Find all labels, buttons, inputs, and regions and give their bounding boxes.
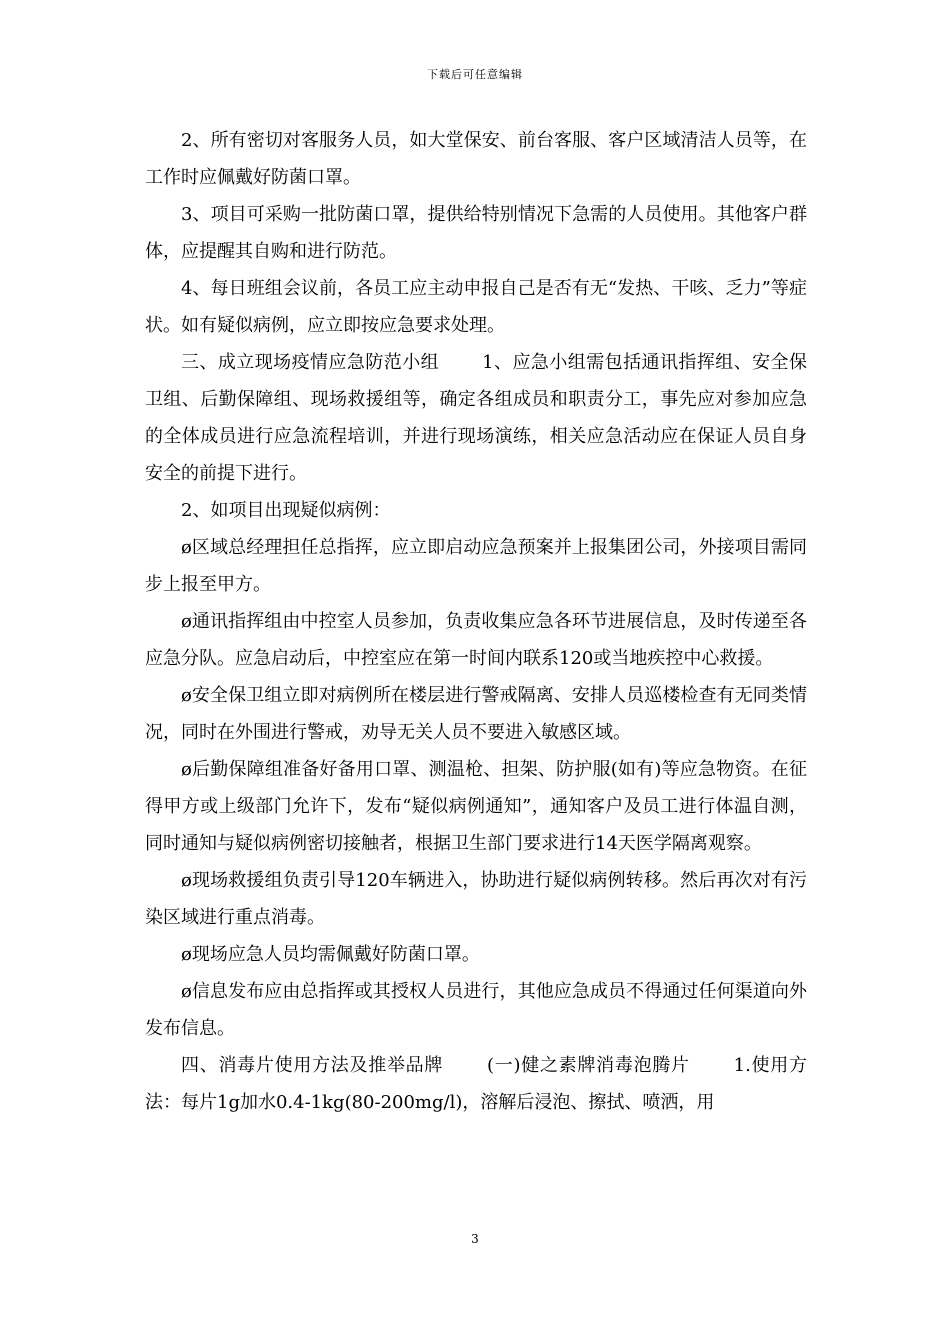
- document-body: [145, 122, 807, 1121]
- section-heading-paragraph: 四、消毒片使用方法及推举品牌 (一)健之素牌消毒泡腾片 1.使用方法：每片1g加水0.4-1kg(80-200mg/l)，溶解后浸泡、擦拭、喷洒，用: [145, 1055, 807, 1113]
- paragraph: 2、如项目出现疑似病例：: [181, 500, 391, 521]
- bullet-paragraph: ø通讯指挥组由中控室人员参加，负责收集应急各环节进展信息，及时传递至各应急分队。应急启动后，中控室应在第一时间内联系120或当地疾控中心救援。: [145, 611, 807, 669]
- section-heading-paragraph: 三、成立现场疫情应急防范小组 1、应急小组需包括通讯指挥组、安全保卫组、后勤保障组、现场救援组等，确定各组成员和职责分工，事先应对参加应急的全体成员进行应急流程培训，并进行现场演练，相关应急活动应在保证人员自身安全的前提下进行。: [145, 352, 807, 484]
- page-number: 3: [471, 1232, 479, 1246]
- paragraph: 3、项目可采购一批防菌口罩，提供给特别情况下急需的人员使用。其他客户群体，应提醒其自购和进行防范。: [145, 204, 807, 262]
- bullet-paragraph: ø现场救援组负责引导120车辆进入，协助进行疑似病例转移。然后再次对有污染区域进行重点消毒。: [145, 870, 807, 928]
- page-header: 下载后可任意编辑: [427, 68, 523, 81]
- bullet-paragraph: ø区域总经理担任总指挥，应立即启动应急预案并上报集团公司，外接项目需同步上报至甲方。: [145, 537, 807, 595]
- paragraph: 2、所有密切对客服务人员，如大堂保安、前台客服、客户区域清洁人员等，在工作时应佩戴好防菌口罩。: [145, 130, 807, 188]
- paragraph: 4、每日班组会议前，各员工应主动申报自己是否有无“发热、干咳、乏力”等症状。如有疑似病例，应立即按应急要求处理。: [145, 278, 807, 336]
- bullet-paragraph: ø安全保卫组立即对病例所在楼层进行警戒隔离、安排人员巡楼检查有无同类情况，同时在外围进行警戒，劝导无关人员不要进入敏感区域。: [145, 685, 807, 743]
- bullet-paragraph: ø后勤保障组准备好备用口罩、测温枪、担架、防护服(如有)等应急物资。在征得甲方或上级部门允许下，发布“疑似病例通知”，通知客户及员工进行体温自测，同时通知与疑似病例密切接触者，根据卫生部门要求进行14天医学隔离观察。: [145, 759, 807, 854]
- bullet-paragraph: ø信息发布应由总指挥或其授权人员进行，其他应急成员不得通过任何渠道向外发布信息。: [145, 981, 807, 1039]
- bullet-paragraph: ø现场应急人员均需佩戴好防菌口罩。: [181, 944, 480, 965]
